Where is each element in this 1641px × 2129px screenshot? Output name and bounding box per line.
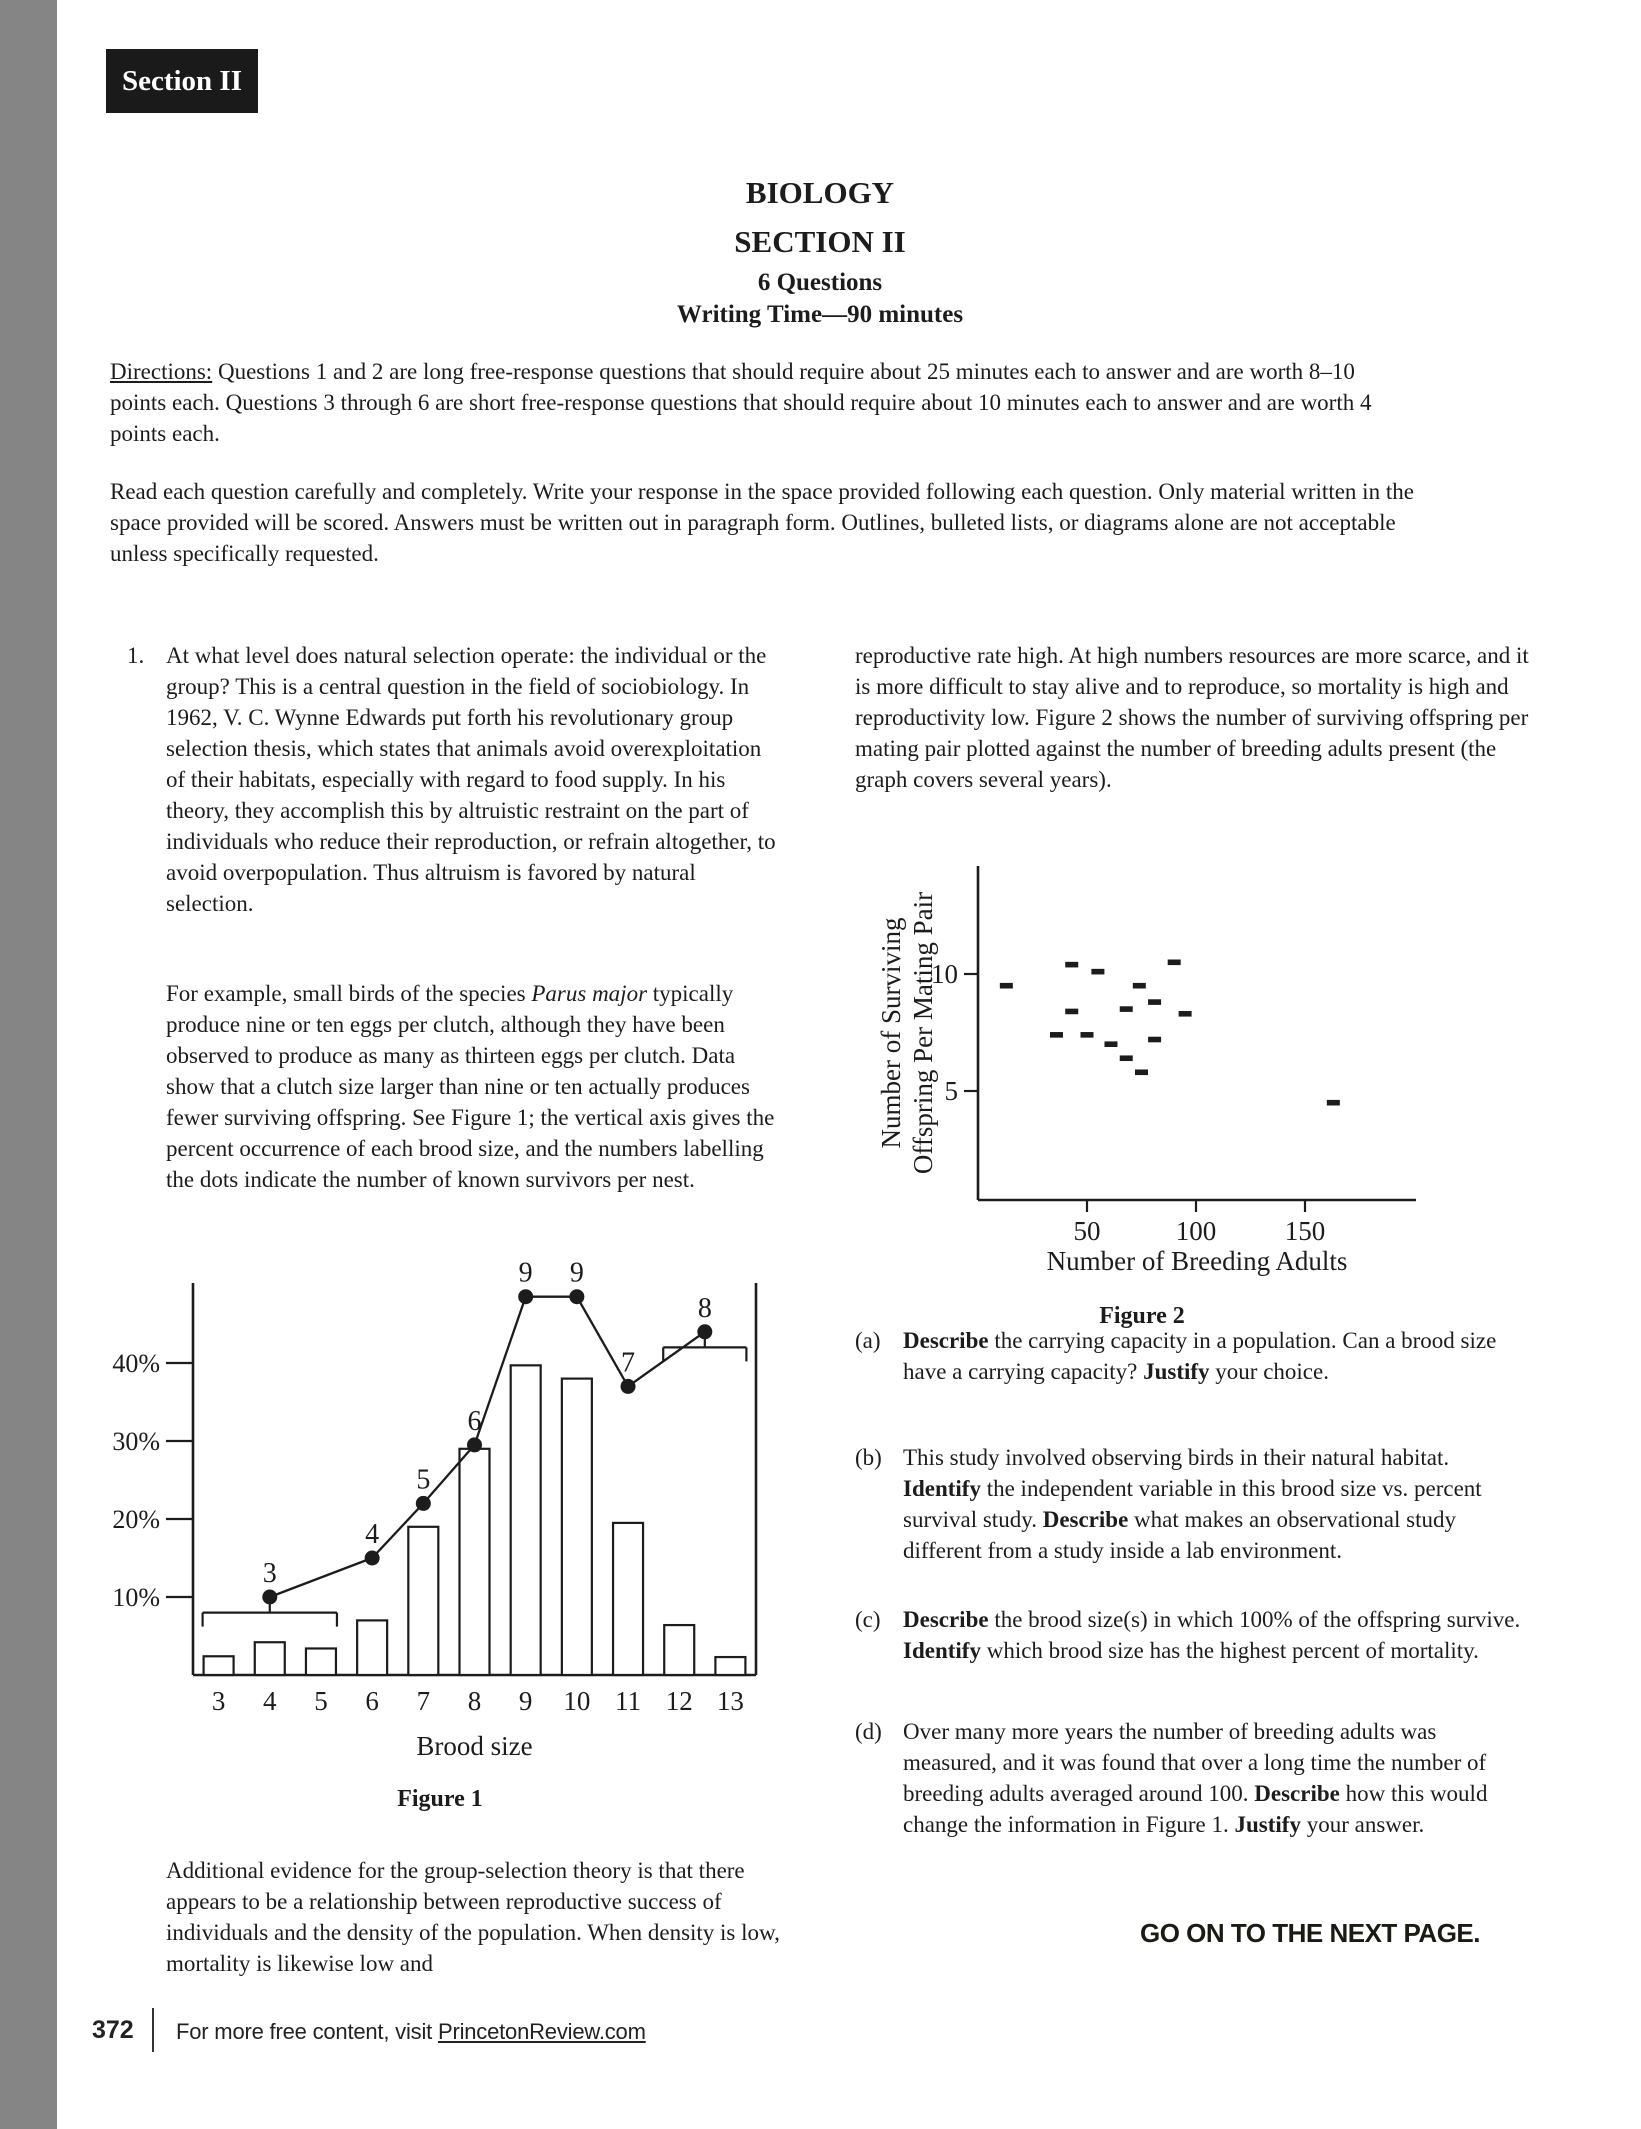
svg-text:5: 5: [314, 1686, 328, 1716]
figure2-data-points: [1000, 960, 1340, 1106]
svg-text:40%: 40%: [112, 1349, 160, 1378]
svg-text:50: 50: [1073, 1216, 1101, 1246]
svg-text:100: 100: [1175, 1216, 1217, 1246]
section-tab-label: Section II: [121, 64, 243, 97]
go-on-instruction: GO ON TO THE NEXT PAGE.: [1139, 1918, 1480, 1948]
exam-subtitle: SECTION II: [734, 224, 906, 259]
figure2-chart: [852, 852, 1482, 1292]
exam-title: BIOLOGY: [745, 175, 895, 210]
svg-text:11: 11: [615, 1686, 642, 1716]
figure1-xtick-labels: [212, 1686, 744, 1716]
page-number: 372: [92, 2016, 134, 2044]
question1-paragraph-3: Additional evidence for the group-selection theory is that there appears to be a relationship between reproductive success of individuals and the density of the population. When density is low, mortality is likewise low and: [166, 1858, 780, 1976]
question1-paragraph-2: For example, small birds of the species Parus major typically produce nine or ten eggs per clutch, although they have been observed to produce as many as thirteen eggs per clutch. Data show that a clutch size larger than nine or ten actually produces fewer surviving offspring. See Figure 1; the vertical axis gives the percent occurrence of each brood size, and the numbers labelling the dots indicate the number of known survivors per nest.: [166, 981, 775, 1192]
footer-link[interactable]: PrincetonReview.com: [437, 2019, 646, 2044]
svg-text:20%: 20%: [112, 1505, 160, 1534]
question-count: 6 Questions: [757, 269, 883, 296]
page-edge-bar: [0, 0, 57, 2129]
writing-time: Writing Time—90 minutes: [676, 301, 964, 328]
svg-text:4: 4: [263, 1686, 277, 1716]
question1-number: 1.: [127, 643, 145, 668]
question1b-text: This study involved observing birds in their natural habitat. Identify the independent variable in this brood size vs. percent survival study. Describe what makes an observational study different from a study inside a lab environment.: [903, 1445, 1482, 1563]
figure1-yticks: [112, 1349, 193, 1612]
svg-text:3: 3: [211, 1686, 226, 1716]
svg-text:8: 8: [467, 1686, 482, 1716]
svg-text:30%: 30%: [112, 1427, 160, 1456]
figure1-chart: [108, 1255, 784, 1770]
question1-paragraph-1: At what level does natural selection operate: the individual or the group? This is a central question in the field of sociobiology. In 1962, V. C. Wynne Edwards put forth his revolutionary group selection thesis, which states that animals avoid overexploitation of their habitats, especially with regard to food supply. In his theory, they accomplish this by altruistic restraint on the part of individuals who reduce their reproduction, or refrain altogether, to avoid overpopulation. Thus altruism is favored by natural selection.: [166, 643, 776, 916]
svg-text:Number of Surviving: Number of Surviving: [876, 917, 906, 1149]
figure2-xticks: [1074, 1200, 1326, 1246]
directions-paragraph-1: Directions: Questions 1 and 2 are long free-response questions that should require about 25 minutes each to answer and are worth 8–10 points each. Questions 3 through 6 are short free-response questions that should require about 10 minutes each to answer and are worth 4 points each.: [110, 359, 1372, 446]
footer-text: [176, 2019, 646, 2045]
svg-text:7: 7: [621, 1347, 636, 1379]
question1b-label: (b): [855, 1445, 882, 1470]
svg-text:150: 150: [1284, 1216, 1326, 1246]
figure2-xlabel: Number of Breeding Adults: [1046, 1246, 1348, 1276]
question1a-text: Describe the carrying capacity in a population. Can a brood size have a carrying capacity? Justify your choice.: [903, 1328, 1497, 1384]
question1c-text: Describe the brood size(s) in which 100% of the offspring survive. Identify which brood size has the highest percent of mortality.: [903, 1607, 1521, 1663]
svg-text:12: 12: [665, 1686, 693, 1716]
svg-text:9: 9: [518, 1686, 533, 1716]
section-tab: [106, 49, 258, 113]
footer-message: For more free content, visit: [176, 2019, 438, 2044]
directions-paragraph-2: Read each question carefully and completely. Write your response in the space provided following each question. Only material written in the space provided will be scored. Answers must be written out in paragraph form. Outlines, bulleted lists, or diagrams alone are not acceptable unless specifically requested.: [110, 479, 1414, 566]
figure1-xlabel: Brood size: [416, 1731, 533, 1761]
figure2-axes: [978, 866, 1416, 1200]
exam-header: [110, 175, 1530, 330]
svg-text:6: 6: [365, 1686, 379, 1716]
right-column-paragraph: reproductive rate high. At high numbers resources are more scarce, and it is more difficult to stay alive and to reproduce, so mortality is high and reproductivity low. Figure 2 shows the number of surviving offspring per mating pair plotted against the number of breeding adults present (the graph covers several years).: [855, 643, 1529, 792]
svg-text:9: 9: [569, 1257, 584, 1289]
svg-text:10: 10: [563, 1686, 591, 1716]
svg-text:9: 9: [518, 1257, 533, 1289]
figure2-ylabel: [876, 892, 938, 1174]
svg-text:13: 13: [716, 1686, 744, 1716]
svg-text:Offspring Per Mating Pair: Offspring Per Mating Pair: [908, 891, 938, 1175]
svg-text:4: 4: [365, 1519, 380, 1550]
svg-text:10: 10: [931, 959, 958, 989]
svg-text:10%: 10%: [112, 1583, 160, 1612]
svg-text:5: 5: [416, 1464, 431, 1496]
figure1-caption: Figure 1: [397, 1786, 483, 1812]
figure2-yticks: [931, 959, 978, 1106]
svg-text:3: 3: [262, 1558, 277, 1589]
svg-text:8: 8: [697, 1292, 712, 1324]
figure2-caption: Figure 2: [1099, 1303, 1185, 1329]
question1c-label: (c): [855, 1607, 881, 1632]
svg-text:7: 7: [416, 1686, 431, 1716]
question1d-text: Over many more years the number of breeding adults was measured, and it was found that over a long time the number of breeding adults averaged around 100. Describe how this would change the information in Figure 1. Justify your answer.: [903, 1719, 1488, 1837]
question1a-label: (a): [855, 1328, 881, 1353]
svg-text:6: 6: [467, 1405, 482, 1437]
svg-text:5: 5: [944, 1076, 958, 1106]
question1d-label: (d): [855, 1719, 882, 1744]
footer-divider: [152, 2008, 154, 2052]
